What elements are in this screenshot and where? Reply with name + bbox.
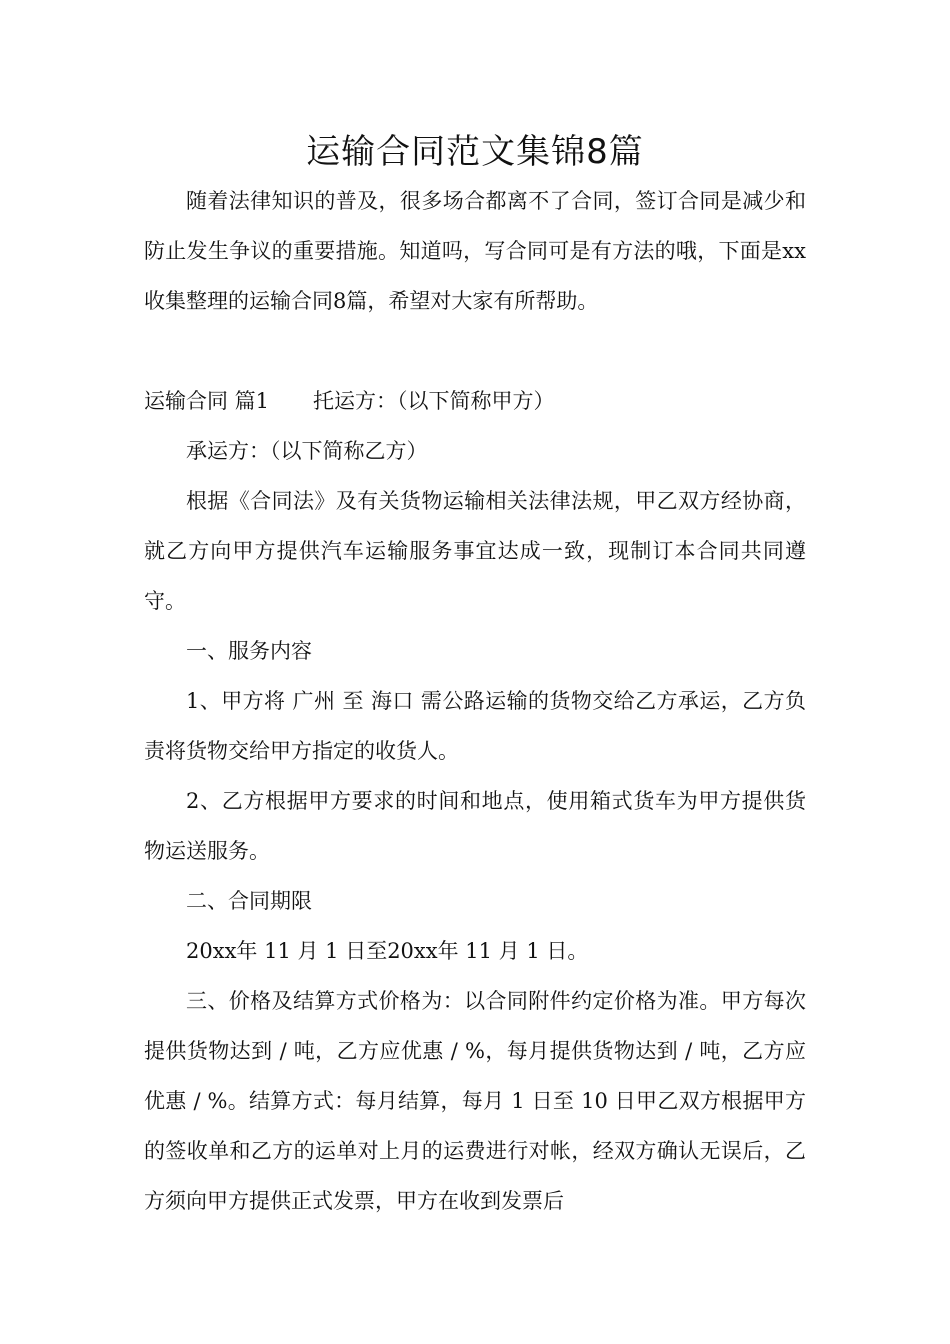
clause-1-paragraph: 1、甲方将 广州 至 海口 需公路运输的货物交给乙方承运，乙方负责将货物交给甲方指定的收货人。 [144,689,806,763]
section-label: 运输合同 篇1 [144,389,270,413]
document-body [144,176,806,1226]
intro-paragraph: 随着法律知识的普及，很多场合都离不了合同，签订合同是减少和防止发生争议的重要措施。知道吗，写合同可是有方法的哦，下面是xx收集整理的运输合同8篇，希望对大家有所帮助。 [144,189,806,313]
term-paragraph: 20xx年 11 月 1 日至20xx年 11 月 1 日。 [186,939,589,963]
paragraph-gap [144,326,806,376]
party-a-line: 托运方：（以下简称甲方） [313,389,555,413]
section-heading-service: 一、服务内容 [186,639,312,663]
section-heading-term: 二、合同期限 [186,889,312,913]
clause-2-paragraph: 2、乙方根据甲方要求的时间和地点，使用箱式货车为甲方提供货物运送服务。 [144,789,806,863]
section-heading-line [144,376,806,426]
party-b-line: 承运方：（以下简称乙方） [186,439,428,463]
price-paragraph: 三、价格及结算方式价格为：以合同附件约定价格为准。甲方每次提供货物达到 / 吨，乙方应优惠 / %，每月提供货物达到 / 吨，乙方应优惠 / %。结算方式：每月结算，每月 1 日至 10 日甲乙双方根据甲方的签收单和乙方的运单对上月的运费进行对帐，经双方确认无误后，乙方须向甲方提供正式发票，甲方在收到发票后 [144,989,806,1213]
preamble-paragraph: 根据《合同法》及有关货物运输相关法律法规，甲乙双方经协商，就乙方向甲方提供汽车运输服务事宜达成一致，现制订本合同共同遵守。 [144,489,806,613]
document-title: 运输合同范文集锦8篇 [306,132,644,172]
